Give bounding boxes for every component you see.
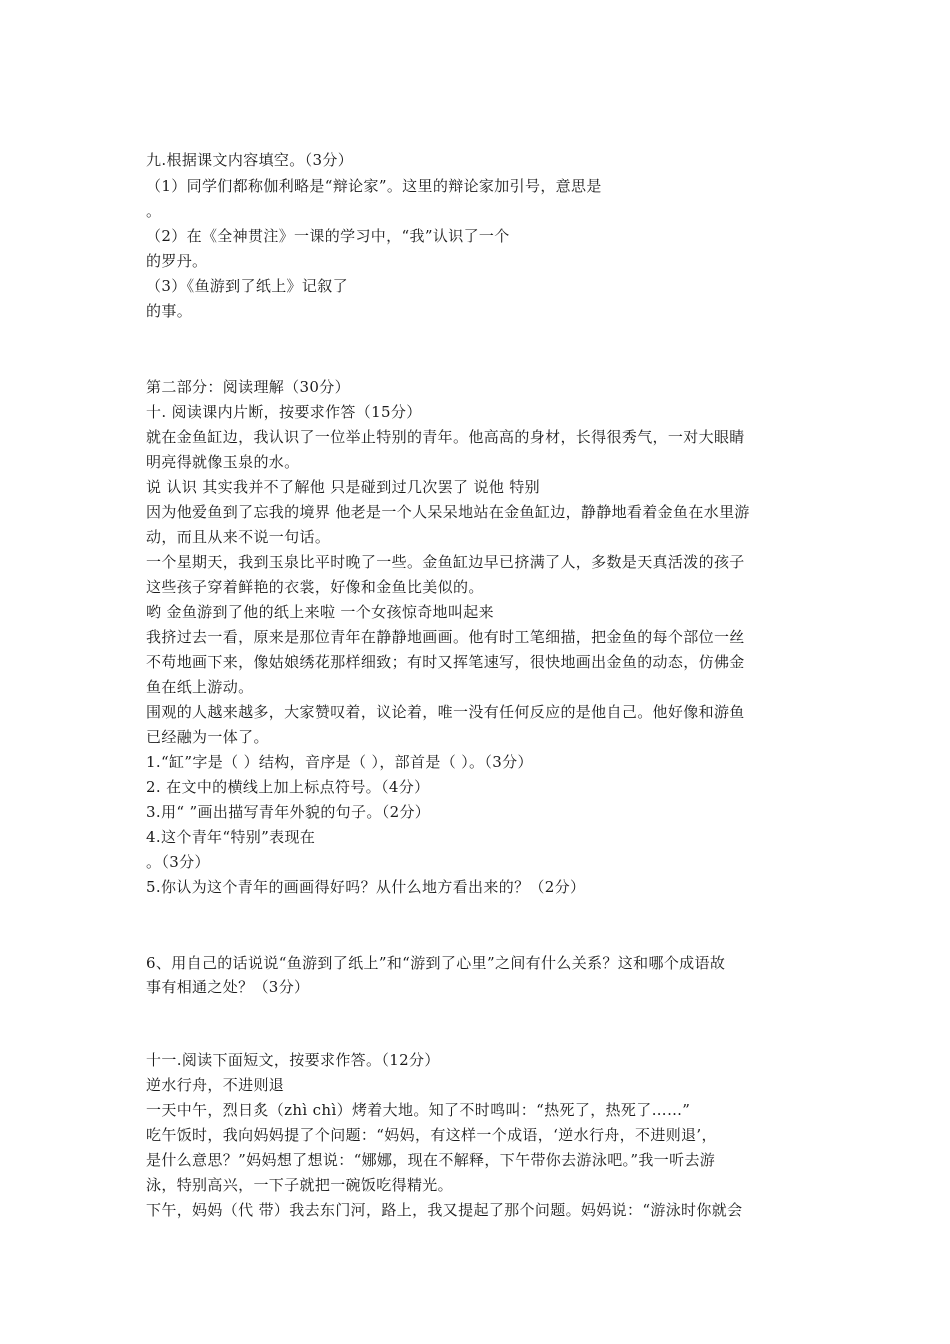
- q10-passage-line: 我挤过去一看，原来是那位青年在静静地画画。他有时工笔细描，把金鱼的每个部位一丝: [146, 628, 745, 646]
- q9-item-2: （2）在《全神贯注》一课的学习中，“我”认识了一个: [146, 227, 510, 245]
- q11-passage-line: 是什么意思？”妈妈想了想说：“娜娜，现在不解释，下午带你去游泳吧。”我一听去游: [146, 1151, 716, 1169]
- q10-passage-line: 说 认识 其实我并不了解他 只是碰到过几次罢了 说他 特别: [146, 478, 540, 496]
- q9-item-2-end: 的罗丹。: [146, 252, 208, 270]
- q11-passage-line: 一天中午，烈日炙（zhì chì）烤着大地。知了不时鸣叫：“热死了，热死了……”: [146, 1101, 691, 1119]
- q10-question-6: 6、用自己的话说说“鱼游到了纸上”和“游到了心里”之间有什么关系？这和哪个成语故: [146, 954, 726, 972]
- q9-title: 九.根据课文内容填空。（3分）: [146, 151, 354, 169]
- q10-passage-line: 鱼在纸上游动。: [146, 678, 254, 696]
- q10-passage-line: 就在金鱼缸边，我认识了一位举止特别的青年。他高高的身材，长得很秀气，一对大眼睛: [146, 428, 745, 446]
- q10-title: 十. 阅读课内片断，按要求作答（15分）: [146, 403, 422, 421]
- q11-passage-line: 泳，特别高兴，一下子就把一碗饭吃得精光。: [146, 1176, 454, 1194]
- q9-item-1-end: 。: [146, 202, 162, 220]
- q10-passage-line: 动，而且从来不说一句话。: [146, 528, 331, 546]
- q11-passage-title: 逆水行舟，不进则退: [146, 1076, 285, 1094]
- q10-question: 4.这个青年“特别”表现在: [146, 828, 316, 846]
- q10-question: 3.用“ ”画出描写青年外貌的句子。（2分）: [146, 803, 431, 821]
- q11-passage-line: 吃午饭时，我向妈妈提了个问题：“妈妈，有这样一个成语，‘逆水行舟，不进则退’，: [146, 1126, 717, 1144]
- q10-passage-line: 因为他爱鱼到了忘我的境界 他老是一个人呆呆地站在金鱼缸边，静静地看着金鱼在水里游: [146, 503, 750, 521]
- q11-title: 十一.阅读下面短文，按要求作答。（12分）: [146, 1051, 440, 1069]
- q9-item-1: （1）同学们都称伽利略是“辩论家”。这里的辩论家加引号，意思是: [146, 177, 602, 195]
- q10-passage-line: 已经融为一体了。: [146, 728, 269, 746]
- q10-passage-line: 围观的人越来越多，大家赞叹着，议论着，唯一没有任何反应的是他自己。他好像和游鱼: [146, 703, 745, 721]
- q10-question: 1.“缸”字是（ ）结构，音序是（ ），部首是（ ）。（3分）: [146, 753, 533, 771]
- part2-title: 第二部分：阅读理解（30分）: [146, 378, 350, 396]
- q11-passage-line: 下午，妈妈（代 带）我去东门河，路上，我又提起了那个问题。妈妈说：“游泳时你就会: [146, 1201, 743, 1219]
- q10-passage-line: 明亮得就像玉泉的水。: [146, 453, 300, 471]
- q9-item-3: （3）《鱼游到了纸上》记叙了: [146, 277, 348, 295]
- q10-passage-line: 这些孩子穿着鲜艳的衣裳，好像和金鱼比美似的。: [146, 578, 484, 596]
- q10-passage-line: 一个星期天，我到玉泉比平时晚了一些。金鱼缸边早已挤满了人，多数是天真活泼的孩子: [146, 553, 745, 571]
- q10-passage-line: 不苟地画下来，像姑娘绣花那样细致；有时又挥笔速写，很快地画出金鱼的动态，仿佛金: [146, 653, 745, 671]
- q10-question: 2. 在文中的横线上加上标点符号。（4分）: [146, 778, 430, 796]
- q10-question: 。（3分）: [146, 853, 210, 871]
- q10-passage-line: 哟 金鱼游到了他的纸上来啦 一个女孩惊奇地叫起来: [146, 603, 494, 621]
- q10-question-6-cont: 事有相通之处？（3分）: [146, 978, 310, 996]
- q9-item-3-end: 的事。: [146, 302, 193, 320]
- q10-question: 5.你认为这个青年的画画得好吗？从什么地方看出来的？（2分）: [146, 878, 586, 896]
